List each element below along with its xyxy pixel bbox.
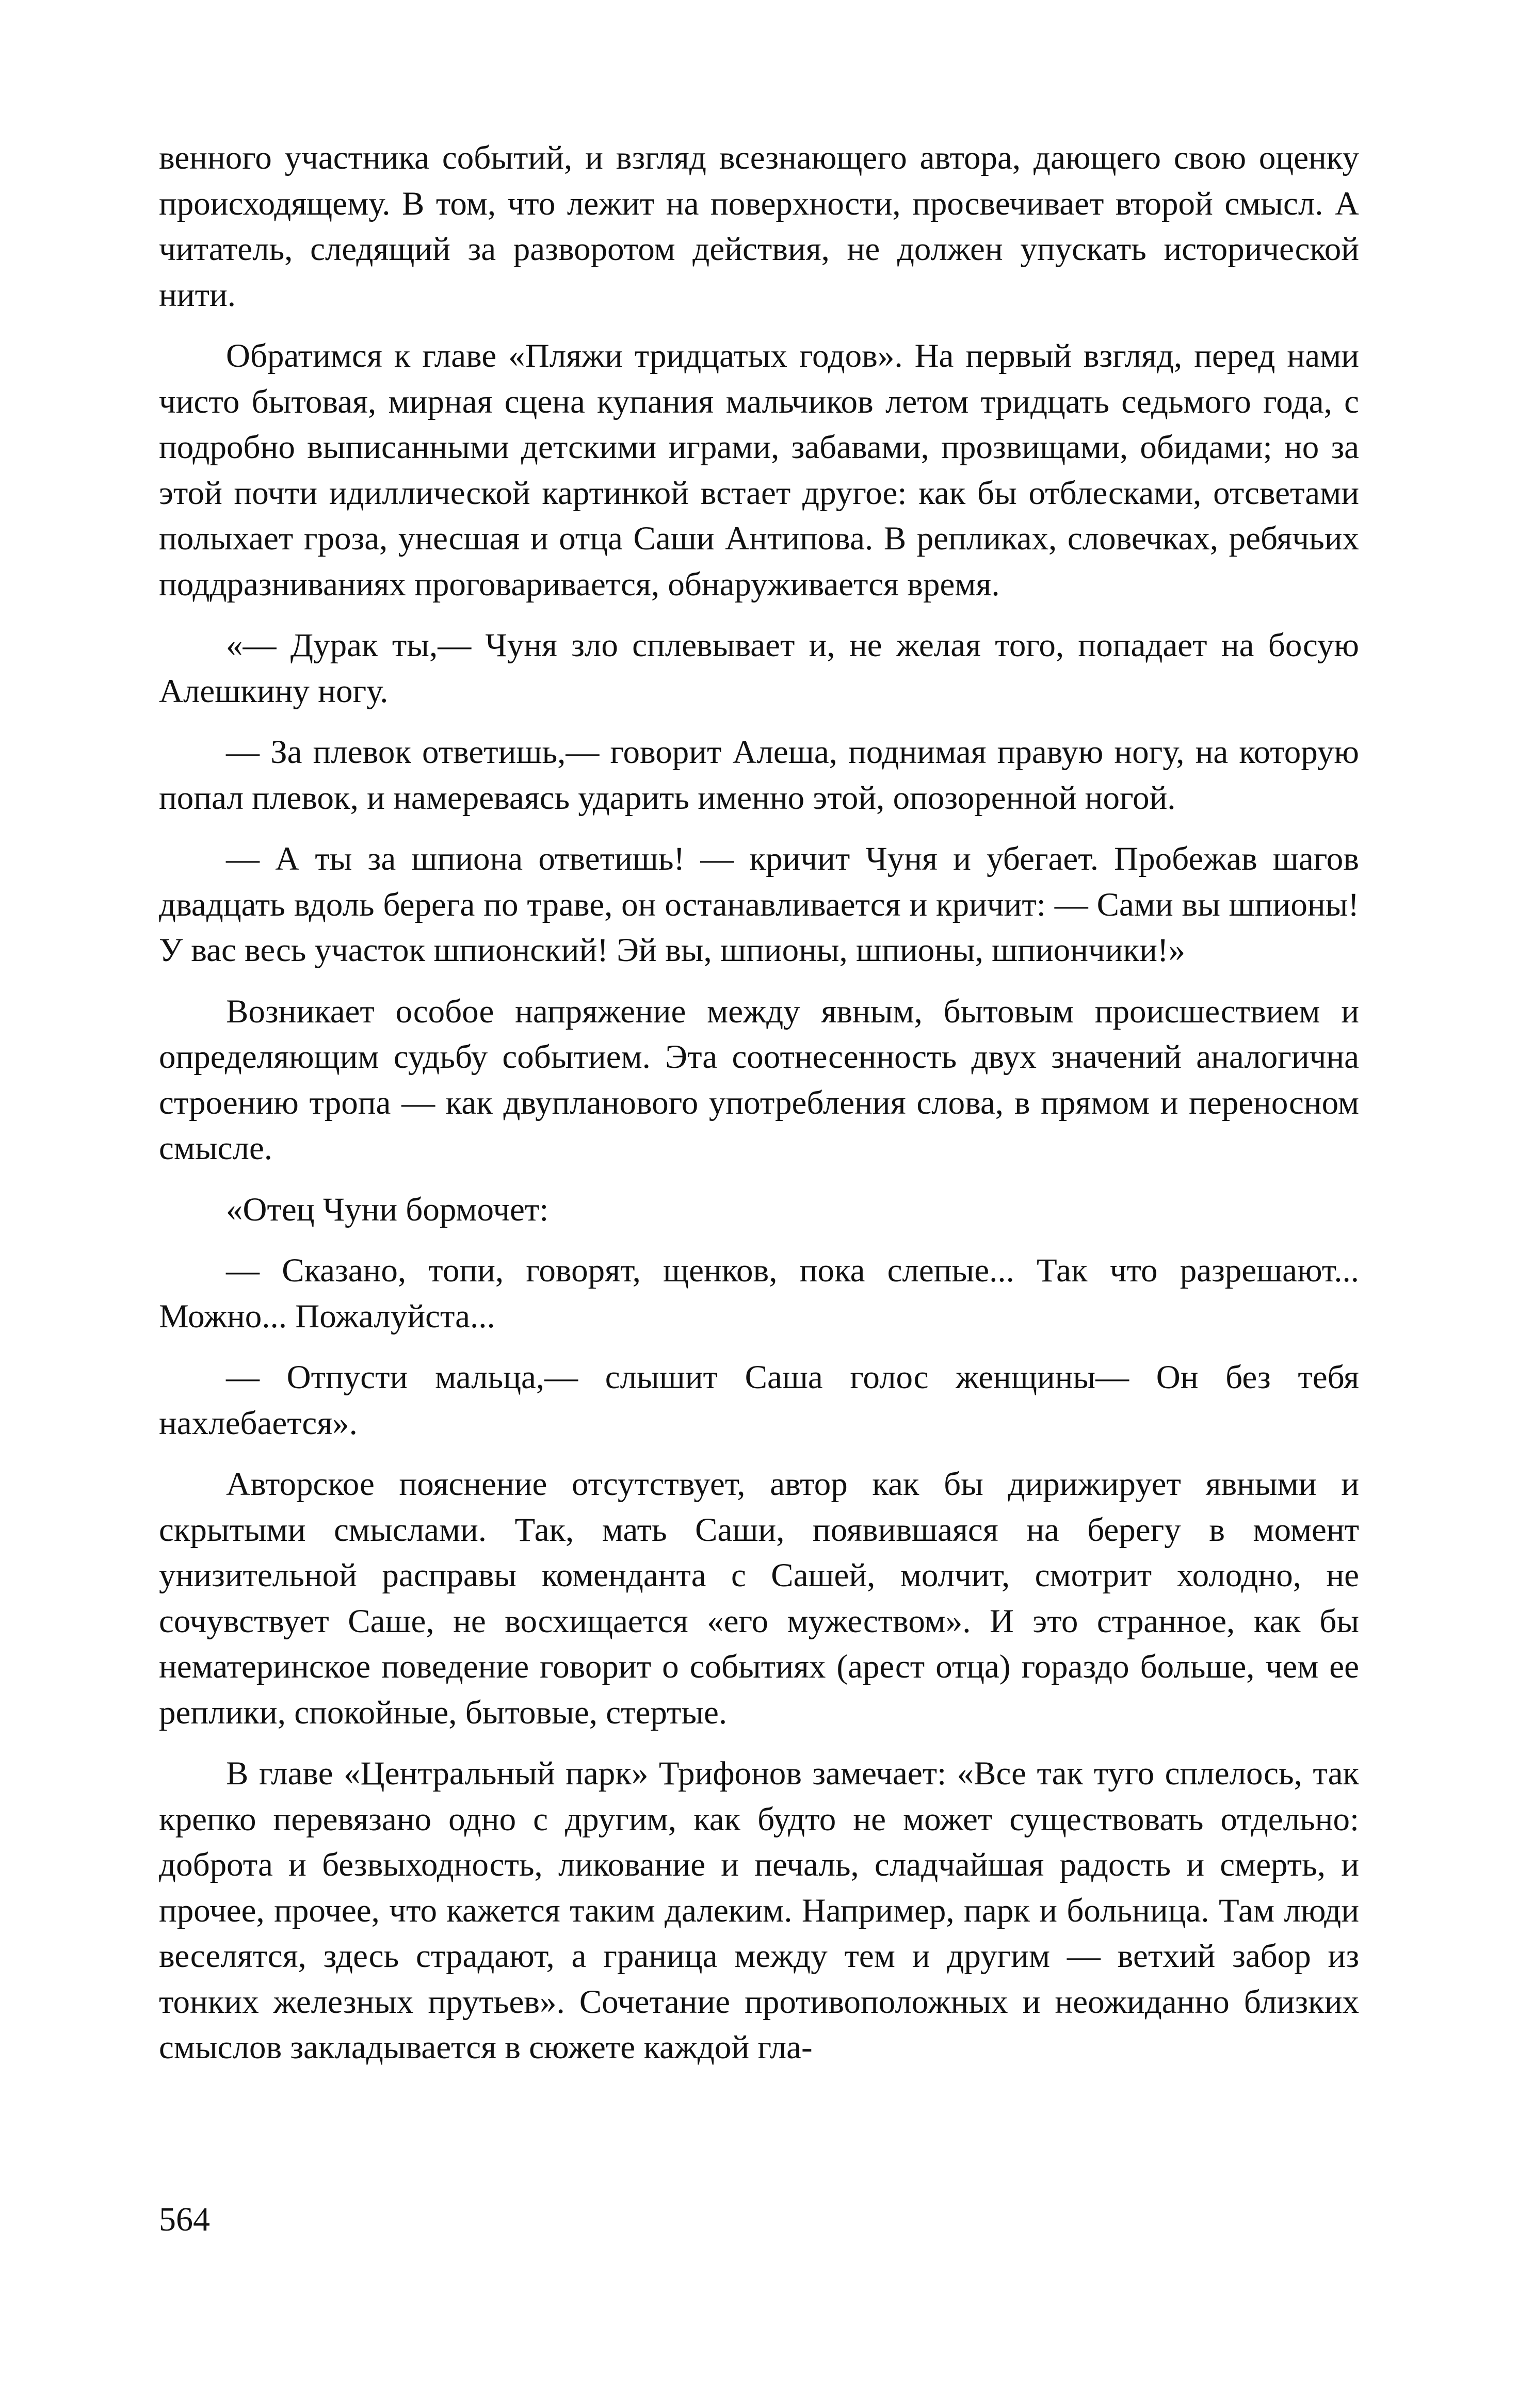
paragraph-8: — Сказано, топи, говорят, щенков, пока слепые... Так что разрешают... Можно... Пожалуйста... (159, 1252, 1359, 1335)
paragraph-9: — Отпусти мальца,— слышит Саша голос женщины— Он без тебя нахлебается». (159, 1359, 1359, 1442)
page-number: 564 (159, 2201, 210, 2238)
paragraph-1: венного участника событий, и взгляд всезнающего автора, дающего свою оценку происходящему. В том, что лежит на поверхности, просвечивает второй смысл. А читатель, следящий за разворотом действия, не должен упускать исторической нити. (159, 139, 1359, 314)
paragraph-2: Обратимся к главе «Пляжи тридцатых годов». На первый взгляд, перед нами чисто бытовая, мирная сцена купания мальчиков летом тридцать седьмого года, с подробно выписанными детскими играми, забавами, прозвищами, обидами; но за этой почти идиллической картинкой встает другое: как бы отблесками, отсветами полыхает гроза, унесшая и отца Саши Антипова. В репликах, словечках, ребячьих поддразниваниях проговаривается, обнаруживается время. (159, 337, 1359, 603)
paragraph-10: Авторское пояснение отсутствует, автор как бы дирижирует явными и скрытыми смыслами. Так, мать Саши, появившаяся на берегу в момент унизительной расправы коменданта с Сашей, молчит, смотрит холодно, не сочувствует Саше, не восхищается «его мужеством». И это странное, как бы нематеринское поведение говорит о событиях (арест отца) гораздо больше, чем ее реплики, спокойные, бытовые, стертые. (159, 1466, 1359, 1731)
paragraph-11: В главе «Центральный парк» Трифонов замечает: «Все так туго сплелось, так крепко перевязано одно с другим, как будто не может существовать отдельно: доброта и безвыходность, ликование и печаль, сладчайшая радость и смерть, и прочее, прочее, что кажется таким далеким. Например, парк и больница. Там люди веселятся, здесь страдают, а граница между тем и другим — ветхий забор из тонких железных прутьев». Сочетание противоположных и неожиданно близких смыслов закладывается в сюжете каждой гла- (159, 1755, 1359, 2066)
paragraph-6: Возникает особое напряжение между явным, бытовым происшествием и определяющим судьбу событием. Эта соотнесенность двух значений аналогична строению тропа — как двупланового употребления слова, в прямом и переносном смысле. (159, 993, 1359, 1167)
paragraph-5: — А ты за шпиона ответишь! — кричит Чуня и убегает. Пробежав шагов двадцать вдоль берега по траве, он останавливается и кричит: — Сами вы шпионы! У вас весь участок шпионский! Эй вы, шпионы, шпионы, шпиончики!» (159, 840, 1359, 969)
paragraph-7: «Отец Чуни бормочет: (226, 1191, 549, 1228)
book-page (159, 135, 1359, 2353)
paragraph-4: — За плевок ответишь,— говорит Алеша, поднимая правую ногу, на которую попал плевок, и намереваясь ударить именно этой, опозоренной ногой. (159, 734, 1359, 817)
paragraph-3: «— Дурак ты,— Чуня зло сплевывает и, не желая того, попадает на босую Алешкину ногу. (159, 627, 1359, 710)
